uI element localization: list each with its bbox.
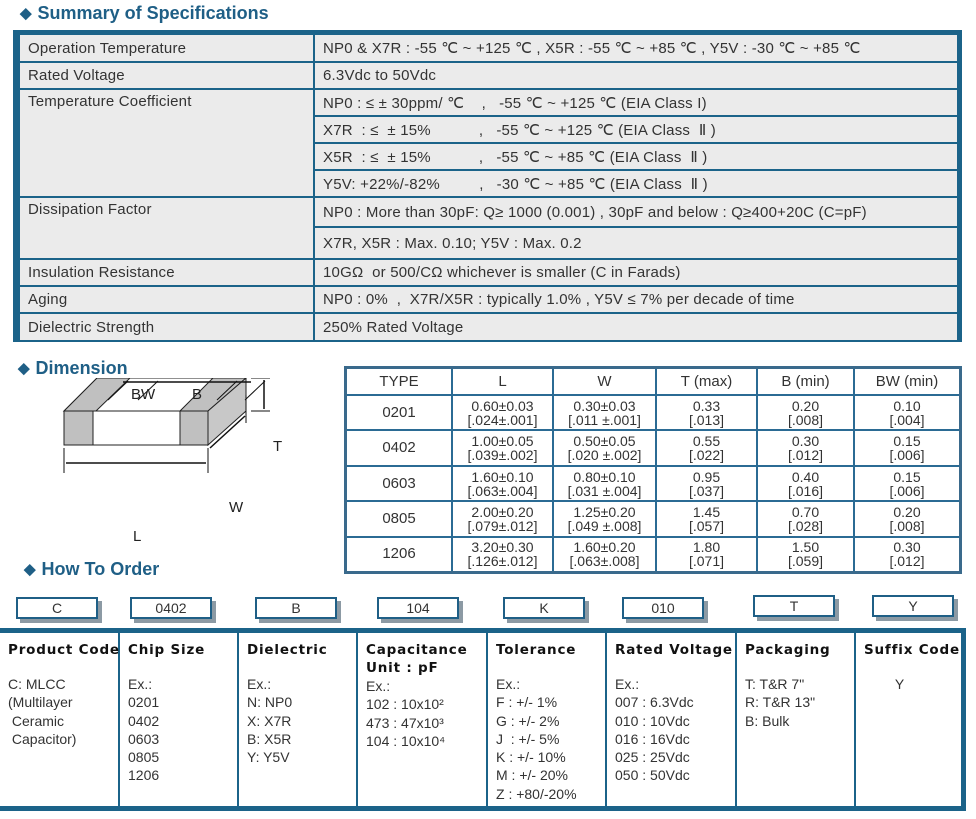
- order-option-line: X: X7R: [247, 712, 292, 729]
- order-option-line: 0201: [128, 694, 160, 711]
- order-column-header: Product Code: [8, 642, 120, 658]
- t-inch-value: [.037]: [688, 482, 725, 499]
- w-mm-value: 1.60±0.20: [573, 539, 636, 556]
- col-header-l: L: [452, 369, 553, 395]
- order-option-line: B: X5R: [247, 730, 292, 747]
- order-code-rated-voltage: 010: [622, 597, 704, 619]
- spec-value: NP0 : 0% , X7R/X5R : typically 1.0% , Y5V ≤ 7% per decade of time: [314, 286, 957, 313]
- order-column-header: Rated Voltage: [615, 642, 733, 658]
- spec-row: [20, 286, 957, 313]
- order-column-product-code: [0, 633, 120, 806]
- order-code-tolerance: K: [503, 597, 585, 619]
- t-inch-value: [.022]: [688, 447, 725, 464]
- type-cell: 1206: [347, 537, 452, 571]
- spec-value: 250% Rated Voltage: [314, 313, 957, 340]
- order-option-line: Ceramic: [8, 712, 65, 729]
- b-inch-value: [.016]: [787, 482, 824, 499]
- t-cell: [656, 501, 757, 536]
- right-termination-front: [180, 411, 208, 445]
- order-column-tolerance: [488, 633, 607, 806]
- order-option-line: Ex.:: [496, 676, 521, 692]
- w-cell: [553, 430, 656, 465]
- bw-mm-value: 0.30: [893, 539, 921, 556]
- t-mm-value: 0.33: [692, 397, 721, 414]
- t-cell: [656, 537, 757, 571]
- order-column-header: Dielectric: [247, 642, 328, 658]
- spec-key: Aging: [20, 286, 314, 313]
- order-option-line: M : +/- 20%: [496, 767, 568, 784]
- w-mm-value: 0.30±0.03: [573, 397, 636, 414]
- b-inch-value: [.028]: [787, 517, 824, 534]
- order-option-line: Y: Y5V: [247, 749, 290, 766]
- spec-key: Operation Temperature: [20, 35, 314, 62]
- dimension-section-title: [18, 358, 128, 379]
- order-code-chip-size: 0402: [130, 597, 212, 619]
- col-header-type: TYPE: [347, 369, 452, 395]
- order-column-header: Chip Size: [128, 642, 206, 658]
- spec-value: NP0 & X7R : -55 ℃ ~ +125 ℃ , X5R : -55 ℃ ~ +85 ℃ , Y5V : -30 ℃ ~ +85 ℃: [314, 35, 957, 62]
- order-option-line: 0402: [128, 712, 160, 729]
- b-inch-value: [.012]: [787, 447, 824, 464]
- l-mm-value: 1.00±0.05: [471, 433, 534, 450]
- b-cell: [757, 466, 854, 501]
- bw-cell: [854, 430, 959, 465]
- b-mm-value: 0.70: [791, 503, 820, 520]
- diamond-bullet-icon: ◆: [24, 561, 36, 578]
- type-cell: 0805: [347, 501, 452, 536]
- b-mm-value: 0.20: [791, 397, 820, 414]
- l-inch-value: [.024±.001]: [467, 411, 538, 428]
- order-option-line: Y: [864, 676, 905, 692]
- dim-label-bw: BW: [131, 386, 156, 403]
- dim-label-l: L: [133, 528, 142, 545]
- type-cell: 0402: [347, 430, 452, 465]
- order-option-line: F : +/- 1%: [496, 694, 558, 711]
- order-option-line: G : +/- 2%: [496, 712, 560, 729]
- order-option-line: 010 : 10Vdc: [615, 712, 690, 729]
- order-code-dielectric: B: [255, 597, 337, 619]
- l-inch-value: [.039±.002]: [467, 447, 538, 464]
- col-header-b: B (min): [757, 369, 854, 395]
- spec-value: 6.3Vdc to 50Vdc: [314, 62, 957, 89]
- l-cell: [452, 395, 553, 430]
- order-title-text: How To Order: [41, 559, 160, 579]
- order-option-line: 007 : 6.3Vdc: [615, 694, 694, 711]
- order-option-line: 473 : 47x10³: [366, 714, 444, 731]
- order-option-line: Capacitor): [8, 730, 77, 747]
- order-column-body: [615, 675, 731, 785]
- w-inch-value: [.011 ±.001]: [568, 411, 641, 428]
- l-inch-value: [.126±.012]: [467, 553, 538, 570]
- spec-row: [20, 89, 957, 116]
- order-option-line: C: MLCC: [8, 676, 66, 692]
- order-option-line: Z : +80/-20%: [496, 785, 577, 802]
- order-option-line: T: T&R 7": [745, 676, 805, 692]
- bw-inch-value: [.012]: [889, 553, 925, 570]
- order-code-packaging: T: [753, 595, 835, 617]
- w-cell: [553, 395, 656, 430]
- w-inch-value: [.063±.008]: [569, 553, 640, 570]
- spec-key: Temperature Coefficient: [20, 89, 314, 197]
- order-option-line: B: Bulk: [745, 712, 790, 729]
- spec-row: [20, 35, 957, 62]
- dimension-row: [347, 466, 959, 501]
- order-option-line: (Multilayer: [8, 694, 73, 711]
- dimension-header-row: [347, 369, 959, 395]
- dimension-title-text: Dimension: [35, 358, 128, 378]
- l-mm-value: 3.20±0.30: [471, 539, 534, 556]
- t-inch-value: [.013]: [688, 411, 725, 428]
- order-option-line: 016 : 16Vdc: [615, 730, 690, 747]
- order-option-line: 025 : 25Vdc: [615, 749, 690, 766]
- w-cell: [553, 537, 656, 571]
- type-cell: 0603: [347, 466, 452, 501]
- t-mm-value: 1.80: [692, 539, 721, 556]
- t-inch-value: [.057]: [688, 517, 725, 534]
- bw-cell: [854, 537, 959, 571]
- spec-key: Dissipation Factor: [20, 197, 314, 259]
- bw-inch-value: [.004]: [889, 411, 925, 428]
- order-option-line: Ex.:: [128, 676, 153, 692]
- spec-row: [20, 313, 957, 340]
- order-option-line: Ex.:: [366, 678, 391, 694]
- l-mm-value: 1.60±0.10: [471, 468, 534, 485]
- order-column-header: Packaging: [745, 642, 831, 658]
- order-column-header: Suffix Code: [864, 642, 960, 658]
- how-to-order-table: [0, 628, 966, 811]
- order-column-body: [247, 675, 352, 766]
- bw-cell: [854, 395, 959, 430]
- order-column-body: [496, 675, 601, 803]
- dimension-row: [347, 430, 959, 465]
- left-termination-front: [64, 411, 93, 445]
- spec-row: [20, 197, 957, 227]
- order-column-packaging: [737, 633, 856, 806]
- b-mm-value: 1.50: [791, 539, 820, 556]
- diamond-bullet-icon: ◆: [18, 360, 30, 377]
- b-cell: [757, 501, 854, 536]
- order-option-line: 104 : 10x10⁴: [366, 732, 446, 749]
- order-column-header: Capacitance: [366, 642, 468, 658]
- b-mm-value: 0.30: [791, 433, 820, 450]
- order-column-body: [128, 675, 233, 785]
- order-option-line: 0805: [128, 749, 160, 766]
- t-cell: [656, 395, 757, 430]
- dimension-row: [347, 537, 959, 571]
- order-option-line: R: T&R 13": [745, 694, 816, 711]
- w-cell: [553, 501, 656, 536]
- spec-row: [20, 259, 957, 286]
- bw-mm-value: 0.20: [893, 503, 921, 520]
- t-inch-value: [.071]: [688, 553, 725, 570]
- bw-cell: [854, 466, 959, 501]
- bw-mm-value: 0.15: [893, 468, 921, 485]
- t-mm-value: 0.95: [692, 468, 721, 485]
- order-option-line: K : +/- 10%: [496, 749, 566, 766]
- spec-value: X7R : ≤ ± 15% , -55 ℃ ~ +125 ℃ (EIA Class Ⅱ ): [314, 116, 957, 143]
- col-header-w: W: [553, 369, 656, 395]
- order-column-chip-size: [120, 633, 239, 806]
- t-mm-value: 1.45: [692, 503, 721, 520]
- order-option-line: N: NP0: [247, 694, 293, 711]
- b-cell: [757, 537, 854, 571]
- dimension-table: [344, 366, 962, 574]
- order-option-line: J : +/- 5%: [496, 730, 560, 747]
- b-inch-value: [.008]: [787, 411, 824, 428]
- spec-value: NP0 : ≤ ± 30ppm/ ℃ , -55 ℃ ~ +125 ℃ (EIA Class I): [314, 89, 957, 116]
- order-column-body: [8, 675, 114, 748]
- spec-key: Insulation Resistance: [20, 259, 314, 286]
- order-option-line: 050 : 50Vdc: [615, 767, 690, 784]
- w-inch-value: [.020 ±.002]: [567, 447, 642, 464]
- order-column-subheader: Unit : pF: [366, 660, 439, 676]
- order-column-body: [864, 675, 957, 693]
- order-column-dielectric: [239, 633, 358, 806]
- spec-value: X5R : ≤ ± 15% , -55 ℃ ~ +85 ℃ (EIA Class Ⅱ ): [314, 143, 957, 170]
- order-option-line: 1206: [128, 767, 160, 784]
- b-cell: [757, 395, 854, 430]
- spec-value: X7R, X5R : Max. 0.10; Y5V : Max. 0.2: [314, 227, 957, 259]
- order-column-capacitance: [358, 633, 488, 806]
- dim-label-t: T: [273, 438, 283, 455]
- spec-key: Rated Voltage: [20, 62, 314, 89]
- spec-key: Dielectric Strength: [20, 313, 314, 340]
- spec-value: NP0 : More than 30pF: Q≥ 1000 (0.001) , 30pF and below : Q≥400+20C (C=pF): [314, 197, 957, 227]
- order-column-rated-voltage: [607, 633, 737, 806]
- bw-mm-value: 0.10: [893, 397, 921, 414]
- w-inch-value: [.049 ±.008]: [567, 517, 642, 534]
- l-cell: [452, 466, 553, 501]
- order-code-suffix: Y: [872, 595, 954, 617]
- l-mm-value: 0.60±0.03: [471, 397, 534, 414]
- bw-inch-value: [.006]: [889, 447, 925, 464]
- l-inch-value: [.079±.012]: [467, 517, 538, 534]
- spec-value: Y5V: +22%/-82% , -30 ℃ ~ +85 ℃ (EIA Class Ⅱ ): [314, 170, 957, 197]
- order-code-product: C: [16, 597, 98, 619]
- type-cell: 0201: [347, 395, 452, 430]
- bw-inch-value: [.006]: [889, 482, 925, 499]
- col-header-t: T (max): [656, 369, 757, 395]
- w-mm-value: 0.80±0.10: [573, 468, 636, 485]
- order-option-line: Ex.:: [247, 676, 272, 692]
- w-mm-value: 1.25±0.20: [573, 503, 636, 520]
- order-option-line: 102 : 10x10²: [366, 696, 444, 713]
- l-inch-value: [.063±.004]: [467, 482, 538, 499]
- spec-section-title: [20, 3, 269, 24]
- l-cell: [452, 501, 553, 536]
- bw-inch-value: [.008]: [889, 517, 925, 534]
- spec-title-text: Summary of Specifications: [37, 3, 269, 23]
- chip-dimension-diagram: [55, 378, 315, 548]
- dimension-row: [347, 395, 959, 430]
- t-cell: [656, 430, 757, 465]
- b-cell: [757, 430, 854, 465]
- bw-mm-value: 0.15: [893, 433, 921, 450]
- spec-row: [20, 62, 957, 89]
- order-column-body: [745, 675, 850, 730]
- order-option-line: 0603: [128, 730, 160, 747]
- b-inch-value: [.059]: [787, 553, 824, 570]
- order-column-body: [366, 677, 482, 750]
- dim-label-b: B: [192, 386, 203, 403]
- t-cell: [656, 466, 757, 501]
- order-section-title: [24, 559, 159, 580]
- spec-table: [13, 30, 962, 342]
- t-mm-value: 0.55: [692, 433, 721, 450]
- w-mm-value: 0.50±0.05: [573, 433, 636, 450]
- w-cell: [553, 466, 656, 501]
- order-option-line: Ex.:: [615, 676, 640, 692]
- w-inch-value: [.031 ±.004]: [567, 482, 642, 499]
- dim-label-w: W: [229, 499, 244, 516]
- order-column-header: Tolerance: [496, 642, 577, 658]
- dimension-row: [347, 501, 959, 536]
- order-code-capacitance: 104: [377, 597, 459, 619]
- col-header-bw: BW (min): [854, 369, 959, 395]
- diamond-bullet-icon: ◆: [20, 5, 32, 22]
- bw-cell: [854, 501, 959, 536]
- b-mm-value: 0.40: [791, 468, 820, 485]
- spec-value: 10GΩ or 500/CΩ whichever is smaller (C in Farads): [314, 259, 957, 286]
- l-mm-value: 2.00±0.20: [471, 503, 534, 520]
- l-cell: [452, 430, 553, 465]
- order-column-suffix-code: [856, 633, 961, 806]
- l-cell: [452, 537, 553, 571]
